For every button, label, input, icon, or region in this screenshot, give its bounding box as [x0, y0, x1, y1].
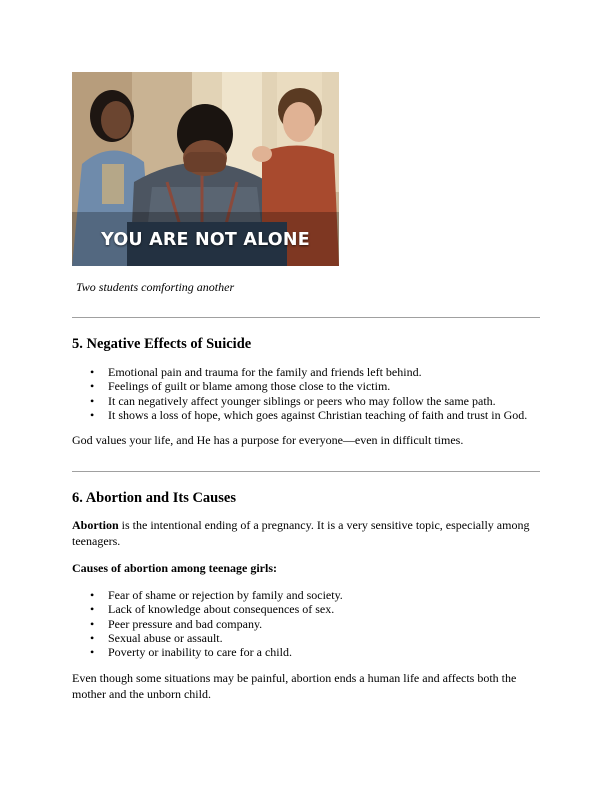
list-item: • Feelings of guilt or blame among those close to the victim. [72, 379, 542, 393]
divider [72, 471, 540, 472]
section-heading-negative-effects: 5. Negative Effects of Suicide [72, 336, 252, 352]
divider [72, 317, 540, 318]
section6-closing: Even though some situations may be painful, abortion ends a human life and affects both the mother and the unborn child. [72, 671, 517, 701]
photo-banner-text: YOU ARE NOT ALONE [101, 230, 310, 250]
abortion-causes-list [72, 588, 542, 659]
section5-closing: God values your life, and He has a purpose for everyone—even in difficult times. [72, 433, 464, 447]
abortion-term: Abortion [72, 518, 119, 532]
abortion-definition [72, 518, 542, 549]
causes-subheading: Causes of abortion among teenage girls: [72, 561, 277, 575]
list-item: • Poverty or inability to care for a child. [72, 645, 542, 659]
negative-effects-list [72, 365, 542, 422]
list-item: • Fear of shame or rejection by family and society. [72, 588, 542, 602]
abortion-definition-text: is the intentional ending of a pregnancy. It is a very sensitive topic, especially among teenagers. [72, 518, 530, 548]
photo-caption: Two students comforting another [76, 280, 235, 294]
list-item: • It can negatively affect younger siblings or peers who may follow the same path. [72, 394, 542, 408]
list-item: • Peer pressure and bad company. [72, 617, 542, 631]
list-item: • It shows a loss of hope, which goes against Christian teaching of faith and trust in God. [72, 408, 542, 422]
list-item: • Lack of knowledge about consequences of sex. [72, 602, 542, 616]
list-item: • Sexual abuse or assault. [72, 631, 542, 645]
comfort-photo [72, 72, 339, 266]
list-item: • Emotional pain and trauma for the family and friends left behind. [72, 365, 542, 379]
section-heading-abortion: 6. Abortion and Its Causes [72, 490, 236, 506]
